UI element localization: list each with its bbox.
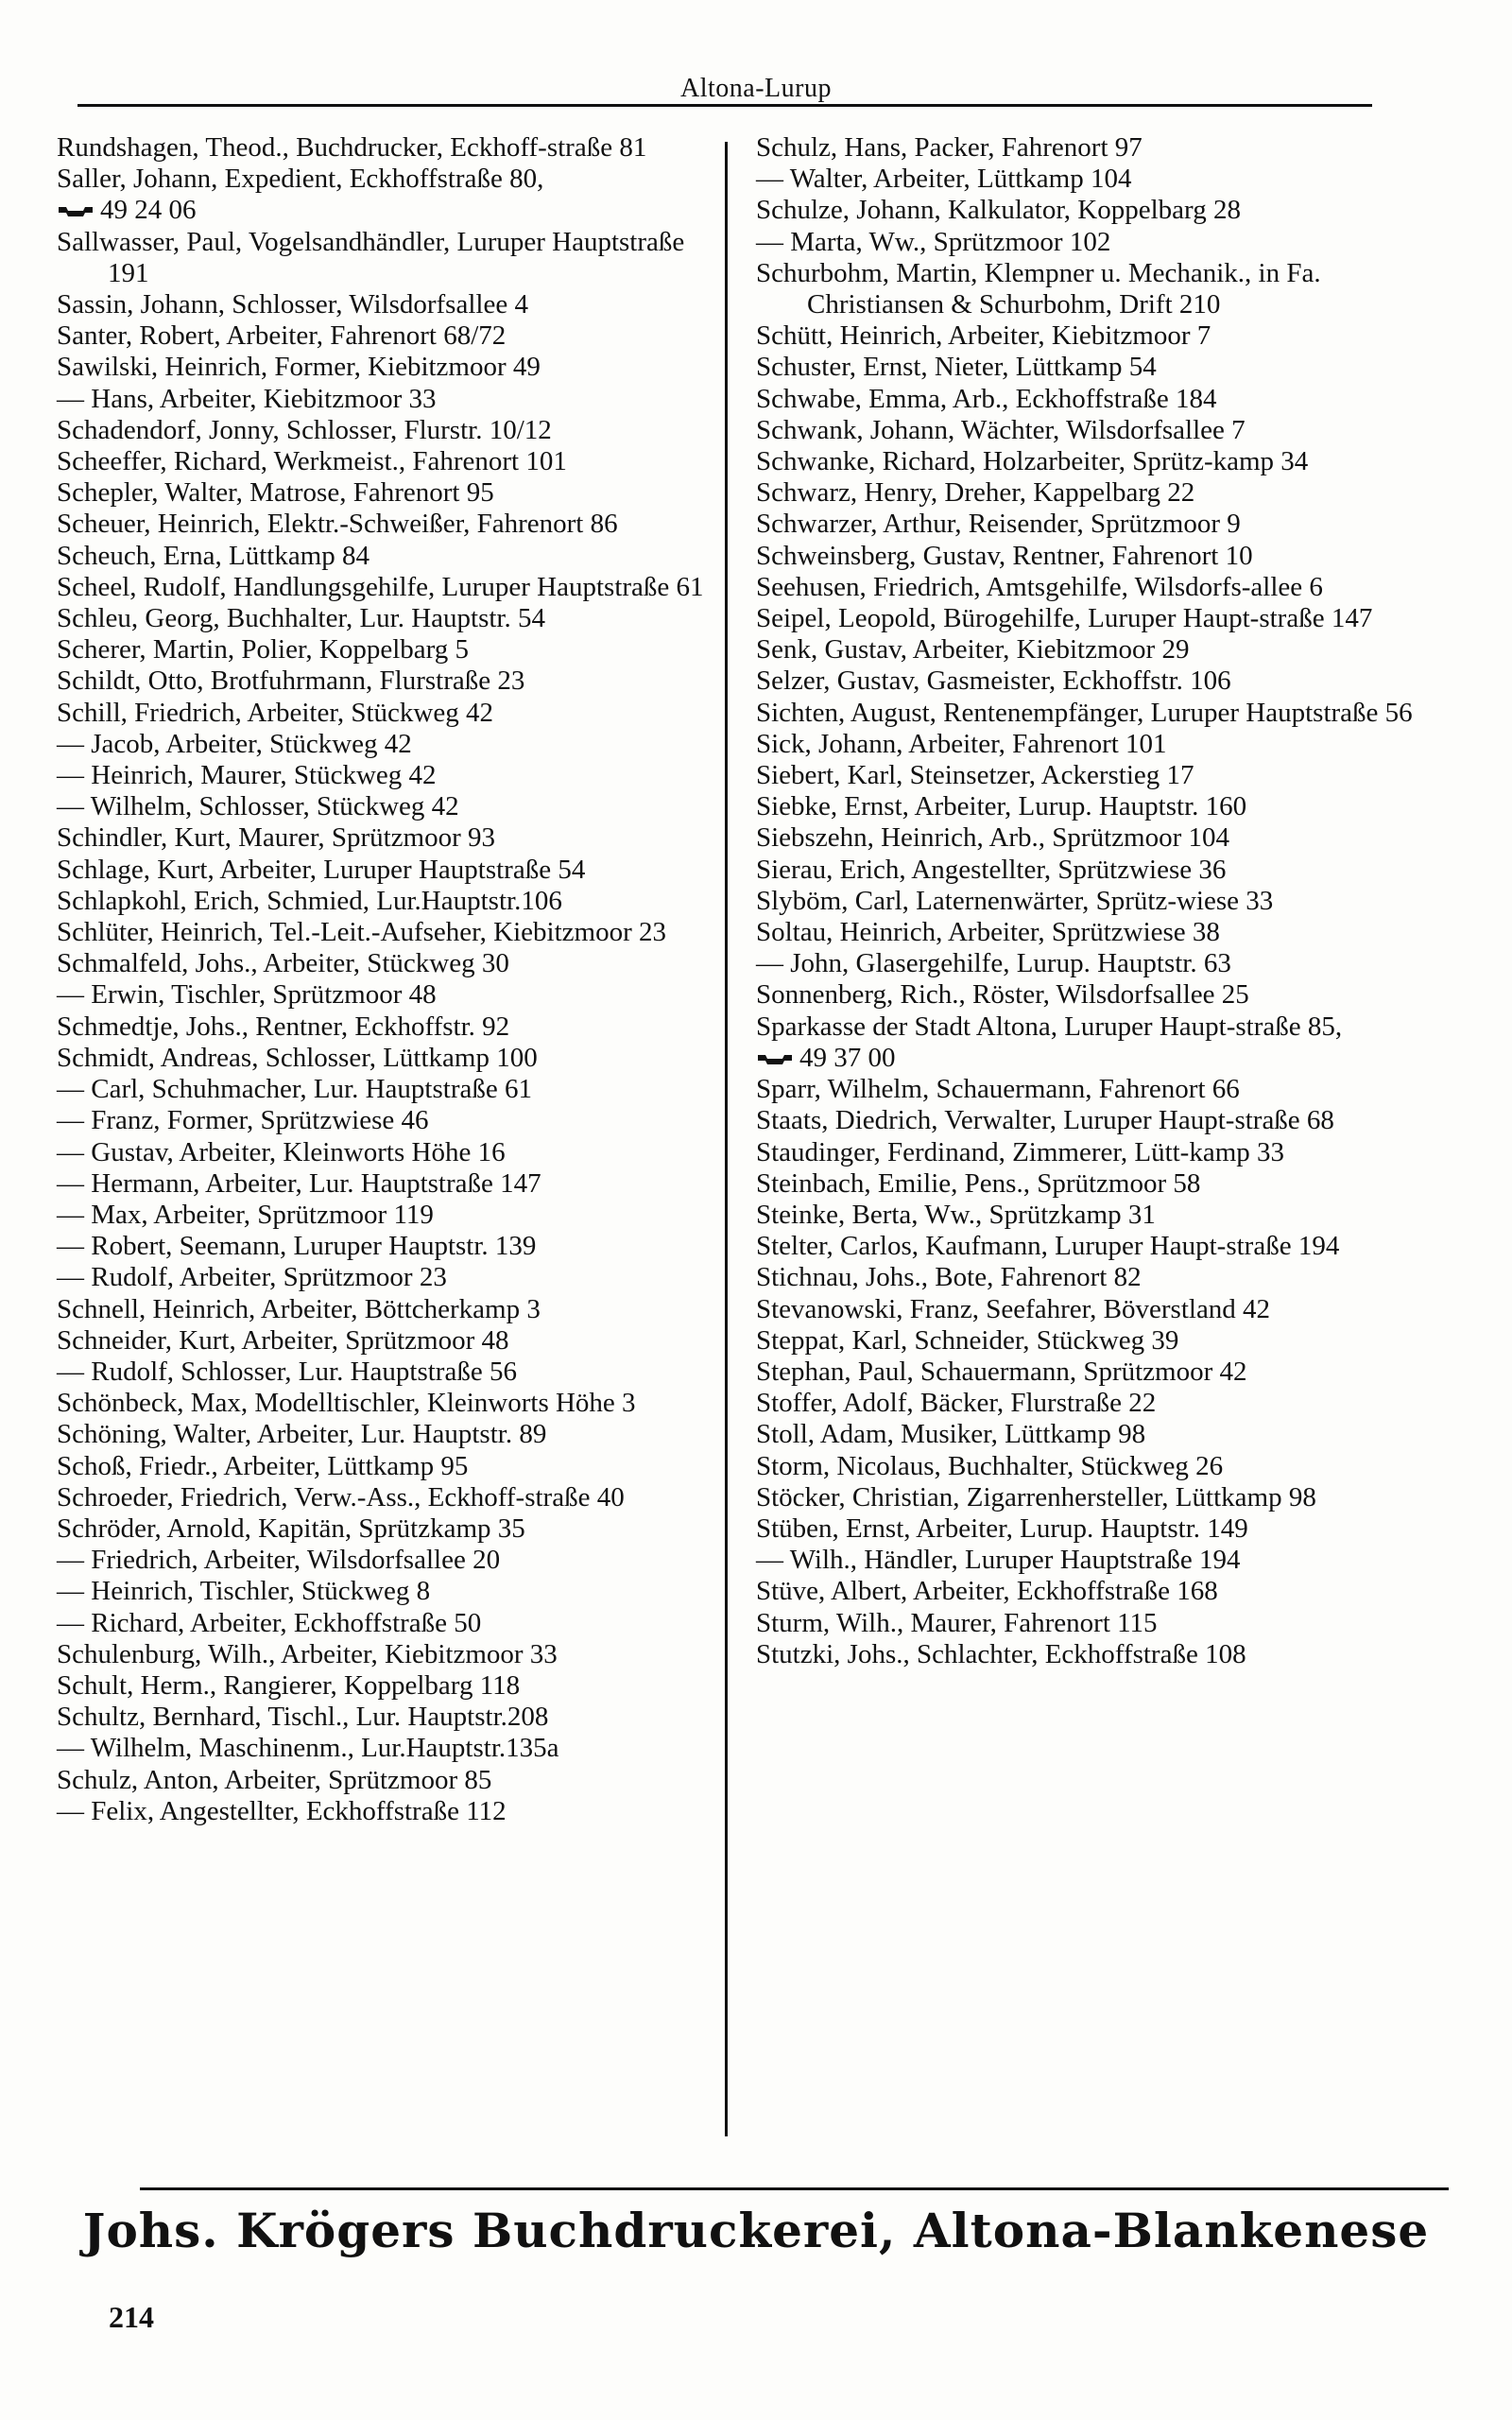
directory-entry: — Wilhelm, Schlosser, Stückweg 42 [57,791,459,822]
directory-entry: — Erwin, Tischler, Sprützmoor 48 [57,979,437,1011]
page-header: Altona-Lurup [680,74,832,103]
directory-entry: Schwarz, Henry, Dreher, Kappelbarg 22 [756,477,1195,509]
directory-entry: Stevanowski, Franz, Seefahrer, Böverstland 42 [756,1293,1271,1324]
directory-entry: Schulze, Johann, Kalkulator, Koppelbarg 28 [756,195,1241,226]
directory-entry: — Rudolf, Arbeiter, Sprützmoor 23 [57,1262,447,1293]
directory-entry: Schindler, Kurt, Maurer, Sprützmoor 93 [57,822,495,854]
directory-entry: — Hermann, Arbeiter, Lur. Hauptstraße 147 [57,1167,541,1199]
directory-entry: Steppat, Karl, Schneider, Stückweg 39 [756,1324,1179,1356]
directory-entry: Sick, Johann, Arbeiter, Fahrenort 101 [756,728,1167,759]
header-rule [77,104,1372,107]
telephone-icon [57,201,94,220]
directory-entry: Schulenburg, Wilh., Arbeiter, Kiebitzmoor 33 [57,1638,558,1669]
directory-entry: Schepler, Walter, Matrose, Fahrenort 95 [57,477,494,509]
directory-entry: Stelter, Carlos, Kaufmann, Luruper Haupt-straße 194 [756,1231,1340,1262]
directory-entry: Steinke, Berta, Ww., Sprützkamp 31 [756,1199,1156,1230]
directory-entry: Schwabe, Emma, Arb., Eckhoffstraße 184 [756,383,1217,414]
directory-entry: Schweinsberg, Gustav, Rentner, Fahrenort 10 [756,540,1253,571]
directory-entry: Schönbeck, Max, Modelltischler, Kleinworts Höhe 3 [57,1388,636,1419]
directory-entry: — Marta, Ww., Sprützmoor 102 [756,226,1111,257]
directory-entry: Schurbohm, Martin, Klempner u. Mechanik., in Fa. Christiansen & Schurbohm, Drift 210 [756,257,1321,320]
directory-entry: — Carl, Schuhmacher, Lur. Hauptstraße 61 [57,1074,532,1105]
directory-entry: Schwarzer, Arthur, Reisender, Sprützmoor 9 [756,509,1241,540]
phone-number: 49 24 06 [100,195,197,226]
directory-entry: Schwank, Johann, Wächter, Wilsdorfsallee 7 [756,414,1246,445]
directory-entry: Schroeder, Friedrich, Verw.-Ass., Eckhoff-straße 40 [57,1481,625,1512]
directory-entry: Senk, Gustav, Arbeiter, Kiebitzmoor 29 [756,634,1190,666]
directory-entry: — Rudolf, Schlosser, Lur. Hauptstraße 56 [57,1356,517,1387]
directory-entry: Stöcker, Christian, Zigarrenhersteller, Lüttkamp 98 [756,1481,1316,1512]
directory-entry: Schmalfeld, Johs., Arbeiter, Stückweg 30 [57,948,509,979]
directory-entry: Stoffer, Adolf, Bäcker, Flurstraße 22 [756,1388,1157,1419]
directory-entry: Schütt, Heinrich, Arbeiter, Kiebitzmoor 7 [756,320,1211,352]
directory-entry: Schnell, Heinrich, Arbeiter, Böttcherkamp 3 [57,1293,541,1324]
directory-entry: Schoß, Friedr., Arbeiter, Lüttkamp 95 [57,1450,469,1481]
directory-entry: Sierau, Erich, Angestellter, Sprützwiese 36 [756,854,1227,885]
directory-entry: Staudinger, Ferdinand, Zimmerer, Lütt-kamp 33 [756,1136,1285,1167]
directory-entry: — Wilh., Händler, Luruper Hauptstraße 194 [756,1545,1241,1576]
phone-number: 49 37 00 [799,1042,896,1073]
directory-entry: Stichnau, Johs., Bote, Fahrenort 82 [756,1262,1142,1293]
directory-entry: Sparkasse der Stadt Altona, Luruper Haupt-straße 85, [756,1011,1343,1042]
directory-entry: Saller, Johann, Expedient, Eckhoffstraße 80, [57,164,544,195]
directory-entry: Siebert, Karl, Steinsetzer, Ackerstieg 17 [756,760,1194,791]
directory-entry: Schmedtje, Johs., Rentner, Eckhoffstr. 92 [57,1011,510,1042]
directory-entry: — Gustav, Arbeiter, Kleinworts Höhe 16 [57,1136,506,1167]
directory-entry: Santer, Robert, Arbeiter, Fahrenort 68/72 [57,320,507,352]
directory-entry: Siebszehn, Heinrich, Arb., Sprützmoor 104 [756,822,1229,854]
directory-entry: Schöning, Walter, Arbeiter, Lur. Hauptstr. 89 [57,1419,547,1450]
directory-entry: Steinbach, Emilie, Pens., Sprützmoor 58 [756,1167,1201,1199]
directory-entry: Sichten, August, Rentenempfänger, Luruper Hauptstraße 56 [756,697,1413,728]
directory-entry: Sonnenberg, Rich., Röster, Wilsdorfsallee 25 [756,979,1249,1011]
directory-entry: Staats, Diedrich, Verwalter, Luruper Haupt-straße 68 [756,1105,1334,1136]
directory-entry: Storm, Nicolaus, Buchhalter, Stückweg 26 [756,1450,1224,1481]
directory-entry: Scheuer, Heinrich, Elektr.-Schweißer, Fahrenort 86 [57,509,618,540]
directory-entry: Siebke, Ernst, Arbeiter, Lurup. Hauptstr. 160 [756,791,1247,822]
directory-entry: Schult, Herm., Rangierer, Koppelbarg 118 [57,1669,521,1701]
directory-entry: Schlapkohl, Erich, Schmied, Lur.Hauptstr.106 [57,885,562,916]
directory-entry: — Franz, Former, Sprützwiese 46 [57,1105,429,1136]
directory-entry: Stutzki, Johs., Schlachter, Eckhoffstraße 108 [756,1638,1246,1669]
directory-entry: — Heinrich, Tischler, Stückweg 8 [57,1576,431,1607]
directory-entry: Stüben, Ernst, Arbeiter, Lurup. Hauptstr. 149 [756,1512,1248,1544]
directory-entry: Selzer, Gustav, Gasmeister, Eckhoffstr. 106 [756,666,1231,697]
directory-entry: Sallwasser, Paul, Vogelsandhändler, Luruper Hauptstraße 191 [57,226,685,288]
directory-entry: — Friedrich, Arbeiter, Wilsdorfsallee 20 [57,1545,501,1576]
telephone-icon [756,1049,794,1068]
directory-entry: — Jacob, Arbeiter, Stückweg 42 [57,728,412,759]
directory-entry: Schneider, Kurt, Arbeiter, Sprützmoor 48 [57,1324,509,1356]
directory-entry [57,195,718,226]
directory-entry: Scheeffer, Richard, Werkmeist., Fahrenort 101 [57,446,567,477]
directory-entry: — John, Glasergehilfe, Lurup. Hauptstr. 63 [756,948,1231,979]
directory-entry: Stephan, Paul, Schauermann, Sprützmoor 42 [756,1356,1247,1387]
directory-entry: Sparr, Wilhelm, Schauermann, Fahrenort 66 [756,1074,1240,1105]
directory-entry: Soltau, Heinrich, Arbeiter, Sprützwiese 38 [756,917,1220,948]
directory-entry: Schröder, Arnold, Kapitän, Sprützkamp 35 [57,1512,525,1544]
directory-entry: Slyböm, Carl, Laternenwärter, Sprütz-wiese 33 [756,885,1274,916]
directory-entry: Scheel, Rudolf, Handlungsgehilfe, Luruper Hauptstraße 61 [57,571,704,602]
directory-entry: — Wilhelm, Maschinenm., Lur.Hauptstr.135a [57,1733,559,1764]
directory-entry: — Hans, Arbeiter, Kiebitzmoor 33 [57,383,437,414]
directory-entry: — Felix, Angestellter, Eckhoffstraße 112 [57,1795,507,1826]
directory-entry: Schulz, Anton, Arbeiter, Sprützmoor 85 [57,1764,492,1795]
directory-entry: Scheuch, Erna, Lüttkamp 84 [57,540,369,571]
directory-entry: — Max, Arbeiter, Sprützmoor 119 [57,1199,434,1230]
left-column [57,132,718,1827]
directory-entry: Seehusen, Friedrich, Amtsgehilfe, Wilsdorfs-allee 6 [756,571,1323,602]
footer-rule [140,2187,1449,2190]
directory-entry: Schmidt, Andreas, Schlosser, Lüttkamp 100 [57,1042,538,1073]
directory-entry: Rundshagen, Theod., Buchdrucker, Eckhoff-straße 81 [57,132,647,163]
directory-entry: Schill, Friedrich, Arbeiter, Stückweg 42 [57,697,493,728]
right-column [756,132,1460,1670]
directory-entry: Schulz, Hans, Packer, Fahrenort 97 [756,132,1143,163]
directory-entry: Sassin, Johann, Schlosser, Wilsdorfsallee 4 [57,289,528,320]
directory-entry [756,1043,1460,1074]
directory-entry: Schildt, Otto, Brotfuhrmann, Flurstraße 23 [57,666,525,697]
directory-entry: — Heinrich, Maurer, Stückweg 42 [57,760,437,791]
directory-entry: Schleu, Georg, Buchhalter, Lur. Hauptstr. 54 [57,603,545,634]
directory-entry: Scherer, Martin, Polier, Koppelbarg 5 [57,634,470,666]
directory-entry: — Walter, Arbeiter, Lüttkamp 104 [756,164,1132,195]
directory-entry: Schlüter, Heinrich, Tel.-Leit.-Aufseher, Kiebitzmoor 23 [57,917,666,948]
directory-entry: Sawilski, Heinrich, Former, Kiebitzmoor 49 [57,352,541,383]
directory-entry: Stoll, Adam, Musiker, Lüttkamp 98 [756,1419,1146,1450]
directory-entry: Stüve, Albert, Arbeiter, Eckhoffstraße 168 [756,1576,1218,1607]
directory-entry: Schadendorf, Jonny, Schlosser, Flurstr. 10/12 [57,414,552,445]
directory-entry: Schuster, Ernst, Nieter, Lüttkamp 54 [756,352,1157,383]
directory-entry: Seipel, Leopold, Bürogehilfe, Luruper Haupt-straße 147 [756,603,1373,634]
directory-entry: — Robert, Seemann, Luruper Hauptstr. 139 [57,1231,537,1262]
column-divider [725,142,728,2136]
page-number: 214 [109,2300,154,2334]
directory-entry: Sturm, Wilh., Maurer, Fahrenort 115 [756,1607,1158,1638]
directory-entry: Schultz, Bernhard, Tischl., Lur. Hauptstr.208 [57,1702,549,1733]
printer-advert: Johs. Krögers Buchdruckerei, Altona-Blankenese [82,2203,1430,2258]
directory-entry: Schwanke, Richard, Holzarbeiter, Sprütz-kamp 34 [756,446,1309,477]
directory-entry: — Richard, Arbeiter, Eckhoffstraße 50 [57,1607,482,1638]
directory-entry: Schlage, Kurt, Arbeiter, Luruper Hauptstraße 54 [57,854,586,885]
